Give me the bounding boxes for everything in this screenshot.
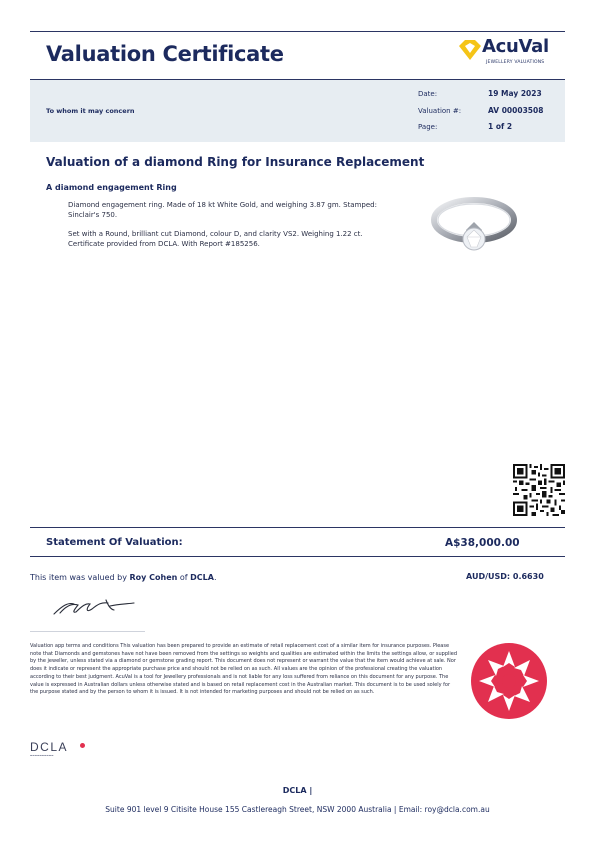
date-value: 19 May 2023 — [488, 89, 542, 98]
acuval-diamond-icon — [456, 38, 482, 64]
page-label: Page: — [418, 123, 438, 131]
page-title: Valuation Certificate — [46, 42, 284, 66]
valuer-signature — [50, 596, 136, 618]
footer-company: DCLA | — [282, 786, 313, 795]
item-title: A diamond engagement Ring — [46, 183, 177, 192]
statement-of-valuation-value: A$38,000.00 — [445, 537, 520, 549]
valuer-prefix: This item was valued by — [30, 573, 127, 582]
dcla-dot-icon — [80, 743, 85, 748]
ring-photo — [428, 190, 520, 262]
addressee: To whom it may concern — [46, 107, 135, 115]
logo-wordmark: AcuVal — [482, 36, 549, 57]
valuer-of: of — [179, 573, 188, 582]
statement-of-valuation-label: Statement Of Valuation: — [46, 537, 183, 548]
exchange-rate: AUD/USD: 0.6630 — [466, 572, 544, 581]
dcla-logo — [30, 740, 90, 760]
terms-and-conditions: Valuation app terms and conditions This valuation has been prepared to provide an estimate of retail replacement cost of a similar item for insurance purposes. Please note that Diamonds and gemstones have not have been removed from the settings so weights and qualities are estimated within the limits the settings allow, or supplied by the jeweller, unless stated via a diamond or gemstone grading report. This document does not represent or warrant the value that the item would achieve at sale. Nor does it indicate or represent the appropriate purchase price and should not be relied on as such. All values are the opinion of the professional creating the valuation according to their best judgment. AcuVal is a tool for Jewellery professionals and is not liable for any loss suffered from reliance on this document for any purpose. The value is expressed in Australian dollars unless otherwise stated and is based on retail replacement cost in the Australian market. This document is to be used solely for the purpose stated and by the person to whom it is issued. It is not intended for marketing purposes and should not be relied on as such. — [30, 643, 458, 696]
qr-code — [513, 464, 565, 516]
acuval-logo — [456, 38, 566, 72]
valuer-name: Roy Cohen — [129, 573, 178, 582]
valuer-company: DCLA — [190, 573, 214, 582]
statement-rule-top — [30, 527, 565, 528]
valuer-suffix: . — [213, 573, 217, 582]
top-rule — [30, 31, 565, 32]
footer-address: Suite 901 level 9 Citisite House 155 Castlereagh Street, NSW 2000 Australia | Email: roy@dcla.com.au — [105, 805, 490, 814]
dcla-wordmark: DCLA — [30, 740, 69, 754]
item-description: Diamond engagement ring. Made of 18 kt White Gold, and weighing 3.87 gm. Stamped: Sinclair's 750. — [68, 201, 377, 219]
dcla-seal-icon — [469, 641, 549, 721]
signature-line — [30, 631, 145, 632]
valuation-number-label: Valuation #: — [418, 107, 462, 115]
logo-tagline: JEWELLERY VALUATIONS — [486, 60, 545, 65]
item-stone-details: Set with a Round, brilliant cut Diamond, colour D, and clarity VS2. Weighing 1.22 ct. Certificate provided from DCLA. With Report #185256. — [68, 230, 363, 248]
page-value: 1 of 2 — [488, 122, 513, 131]
section-heading: Valuation of a diamond Ring for Insurance Replacement — [46, 155, 425, 169]
valuer-line — [30, 573, 217, 582]
valuation-number-value: AV 00003508 — [488, 106, 544, 115]
dcla-tagline-graphic: ▬▬▬▬▬▬▬▬▬▬ — [30, 754, 54, 757]
date-label: Date: — [418, 90, 438, 98]
statement-rule-bottom — [30, 556, 565, 557]
